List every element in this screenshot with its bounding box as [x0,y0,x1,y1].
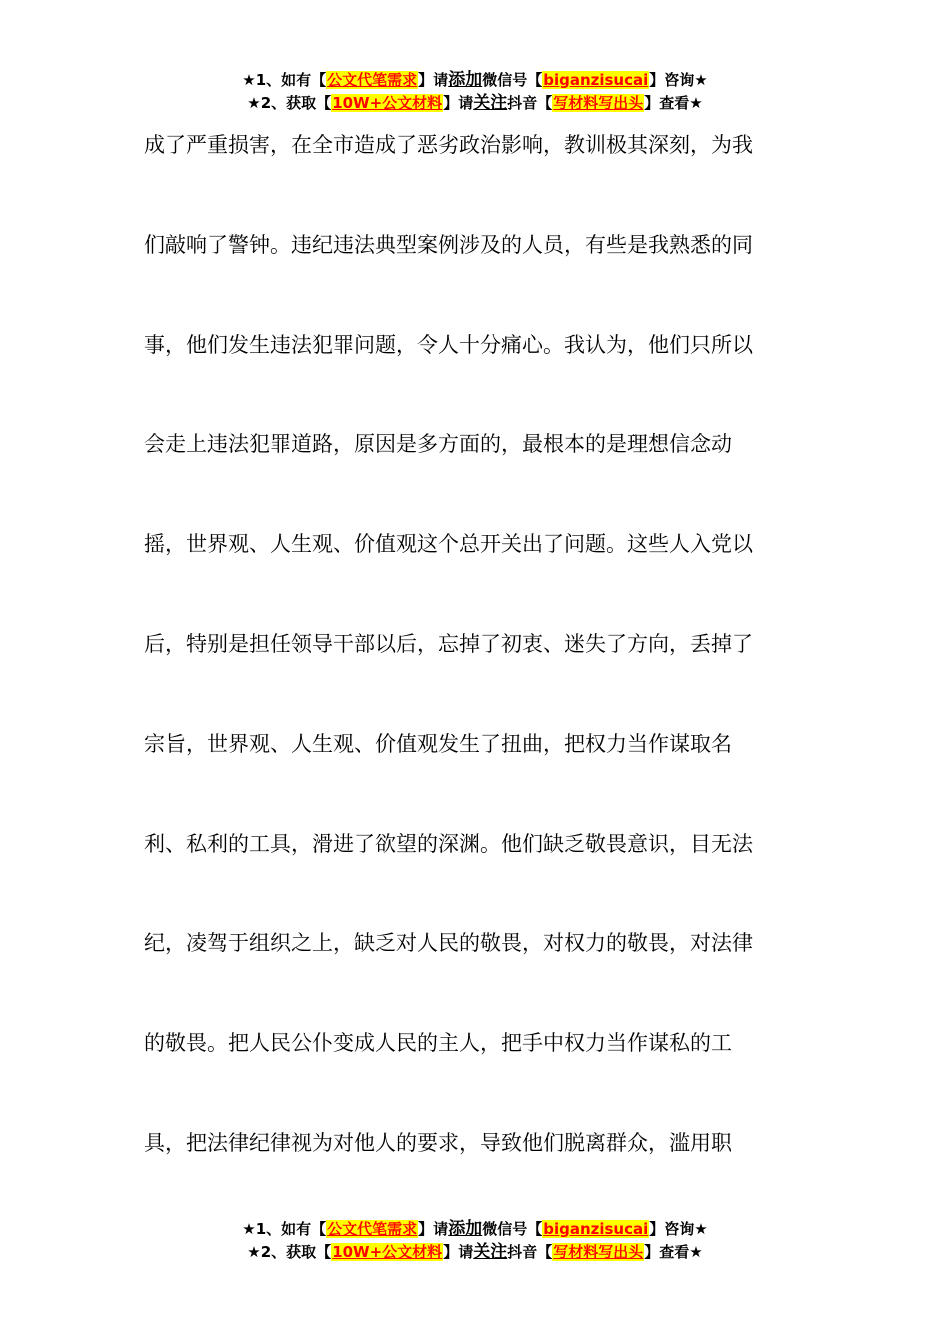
banner-emphasis: 关注 [473,93,508,113]
banner-text: 】查看★ [644,94,703,112]
body-line: 会走上违法犯罪道路，原因是多方面的，最根本的是理想信念动 [144,432,732,457]
banner-emphasis: 关注 [473,1242,508,1262]
banner-text: ★2、获取【 [247,94,332,112]
banner-text: 】请 [443,1243,474,1261]
highlight-service: 公文代笔需求 [327,1220,418,1238]
highlight-douyin-id: 写材料写出头 [553,1243,644,1261]
body-line: 们敲响了警钟。违纪违法典型案例涉及的人员，有些是我熟悉的同 [144,232,753,257]
banner-text: 】咨询★ [649,1220,708,1238]
body-line: 宗旨，世界观、人生观、价值观发生了扭曲，把权力当作谋取名 [144,731,732,756]
banner-text: 】咨询★ [649,71,708,89]
banner-text: 抖音【 [507,1243,553,1261]
body-line: 后，特别是担任领导干部以后，忘掉了初衷、迷失了方向，丢掉了 [144,631,753,656]
banner-line-2 [0,1241,950,1264]
body-line: 的敬畏。把人民公仆变成人民的主人，把手中权力当作谋私的工 [144,1031,732,1056]
body-line: 成了严重损害，在全市造成了恶劣政治影响，教训极其深刻，为我 [144,133,753,157]
banner-text: 】查看★ [644,1243,703,1261]
banner-text: ★1、如有【 [242,71,327,89]
body-line: 具，把法律纪律视为对他人的要求，导致他们脱离群众，滥用职 [144,1130,732,1155]
banner-text: ★2、获取【 [247,1243,332,1261]
banner-text: 】请 [418,1220,449,1238]
banner-line-1 [0,69,950,92]
highlight-wechat-id: biganzisucai [543,71,649,89]
banner-text: 】请 [418,71,449,89]
body-line: 摇，世界观、人生观、价值观这个总开关出了问题。这些人入党以 [144,532,753,557]
highlight-wechat-id: biganzisucai [543,1220,649,1238]
banner-text: 微信号【 [482,71,543,89]
body-line: 事，他们发生违法犯罪问题，令人十分痛心。我认为，他们只所以 [144,332,753,357]
header-banner [0,69,950,115]
footer-banner [0,1218,950,1264]
body-line: 利、私利的工具，滑进了欲望的深渊。他们缺乏敬畏意识，目无法 [144,831,753,856]
banner-emphasis: 添加 [448,1219,483,1239]
document-body [144,125,804,1223]
banner-text: 】请 [443,94,474,112]
highlight-douyin-id: 写材料写出头 [553,94,644,112]
banner-line-1 [0,1218,950,1241]
highlight-materials: 10W+公文材料 [332,1243,443,1261]
banner-line-2 [0,92,950,115]
body-line: 纪，凌驾于组织之上，缺乏对人民的敬畏，对权力的敬畏，对法律 [144,931,753,956]
banner-text: ★1、如有【 [242,1220,327,1238]
highlight-materials: 10W+公文材料 [332,94,443,112]
banner-text: 抖音【 [507,94,553,112]
banner-text: 微信号【 [482,1220,543,1238]
banner-emphasis: 添加 [448,70,483,90]
highlight-service: 公文代笔需求 [327,71,418,89]
